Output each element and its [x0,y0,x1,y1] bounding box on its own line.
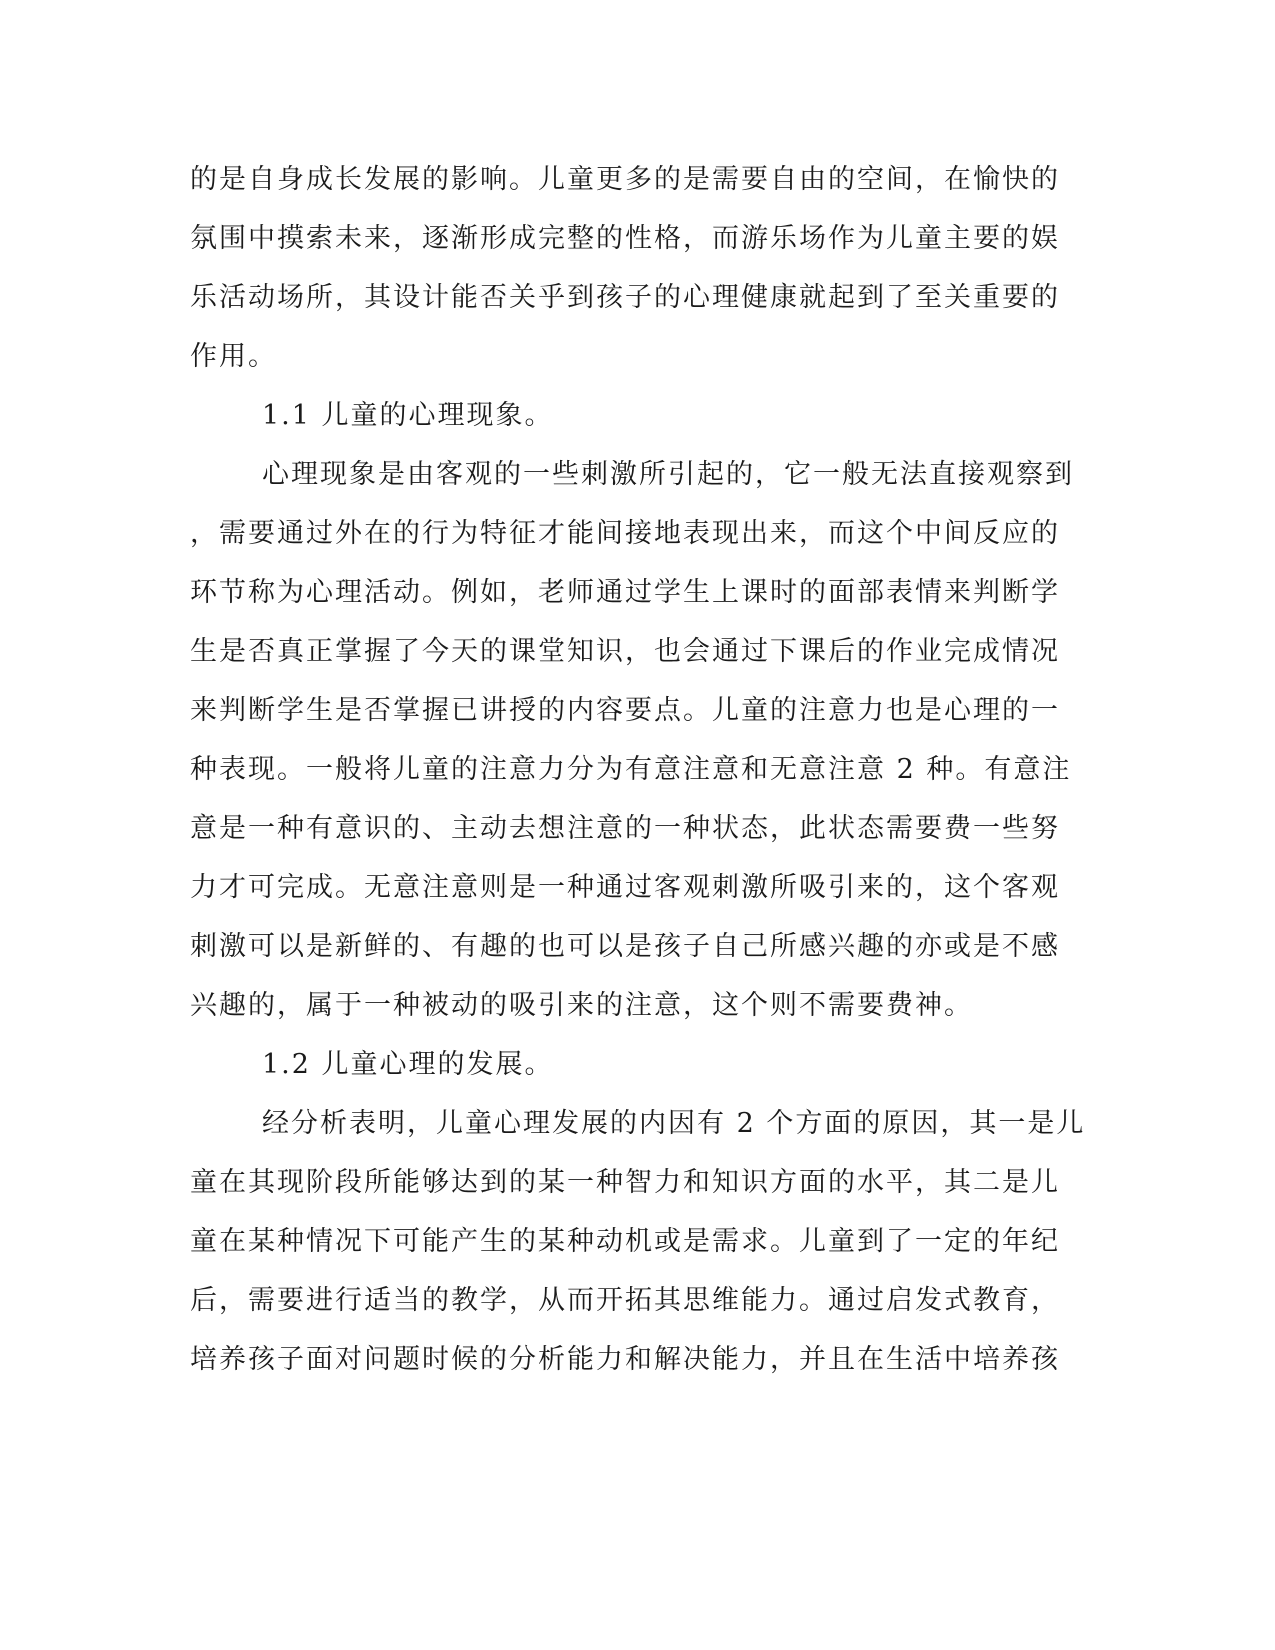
paragraph-line: 氛围中摸索未来，逐渐形成完整的性格，而游乐场作为儿童主要的娱 [190,223,1060,254]
paragraph-line: 力才可完成。无意注意则是一种通过客观刺激所吸引来的，这个客观 [190,872,1060,903]
paragraph-line: 环节称为心理活动。例如，老师通过学生上课时的面部表情来判断学 [190,577,1060,608]
paragraph-line: 童在其现阶段所能够达到的某一种智力和知识方面的水平，其二是儿 [190,1167,1060,1198]
paragraph-line: 刺激可以是新鲜的、有趣的也可以是孩子自己所感兴趣的亦或是不感 [190,931,1060,962]
paragraph-line: 种表现。一般将儿童的注意力分为有意注意和无意注意 2 种。有意注 [190,754,1072,785]
paragraph-line: 童在某种情况下可能产生的某种动机或是需求。儿童到了一定的年纪 [190,1226,1060,1257]
paragraph-line: 兴趣的，属于一种被动的吸引来的注意，这个则不需要费神。 [190,990,973,1021]
paragraph-line: 培养孩子面对问题时候的分析能力和解决能力，并且在生活中培养孩 [190,1344,1060,1375]
paragraph-line: 的是自身成长发展的影响。儿童更多的是需要自由的空间，在愉快的 [190,164,1060,195]
paragraph-line: 经分析表明，儿童心理发展的内因有 2 个方面的原因，其一是儿 [262,1108,1086,1139]
paragraph-line: ，需要通过外在的行为特征才能间接地表现出来，而这个中间反应的 [190,518,1060,549]
paragraph-line: 心理现象是由客观的一些刺激所引起的，它一般无法直接观察到 [262,459,1074,490]
paragraph-line: 生是否真正掌握了今天的课堂知识，也会通过下课后的作业完成情况 [190,636,1060,667]
paragraph-line: 后，需要进行适当的教学，从而开拓其思维能力。通过启发式教育， [190,1285,1060,1316]
section-heading-1-2: 1.2 儿童心理的发展。 [262,1049,554,1080]
paragraph-line: 意是一种有意识的、主动去想注意的一种状态，此状态需要费一些努 [190,813,1060,844]
paragraph-line: 乐活动场所，其设计能否关乎到孩子的心理健康就起到了至关重要的 [190,282,1060,313]
paragraph-line: 来判断学生是否掌握已讲授的内容要点。儿童的注意力也是心理的一 [190,695,1060,726]
paragraph-line: 作用。 [190,341,277,372]
section-heading-1-1: 1.1 儿童的心理现象。 [262,400,554,431]
